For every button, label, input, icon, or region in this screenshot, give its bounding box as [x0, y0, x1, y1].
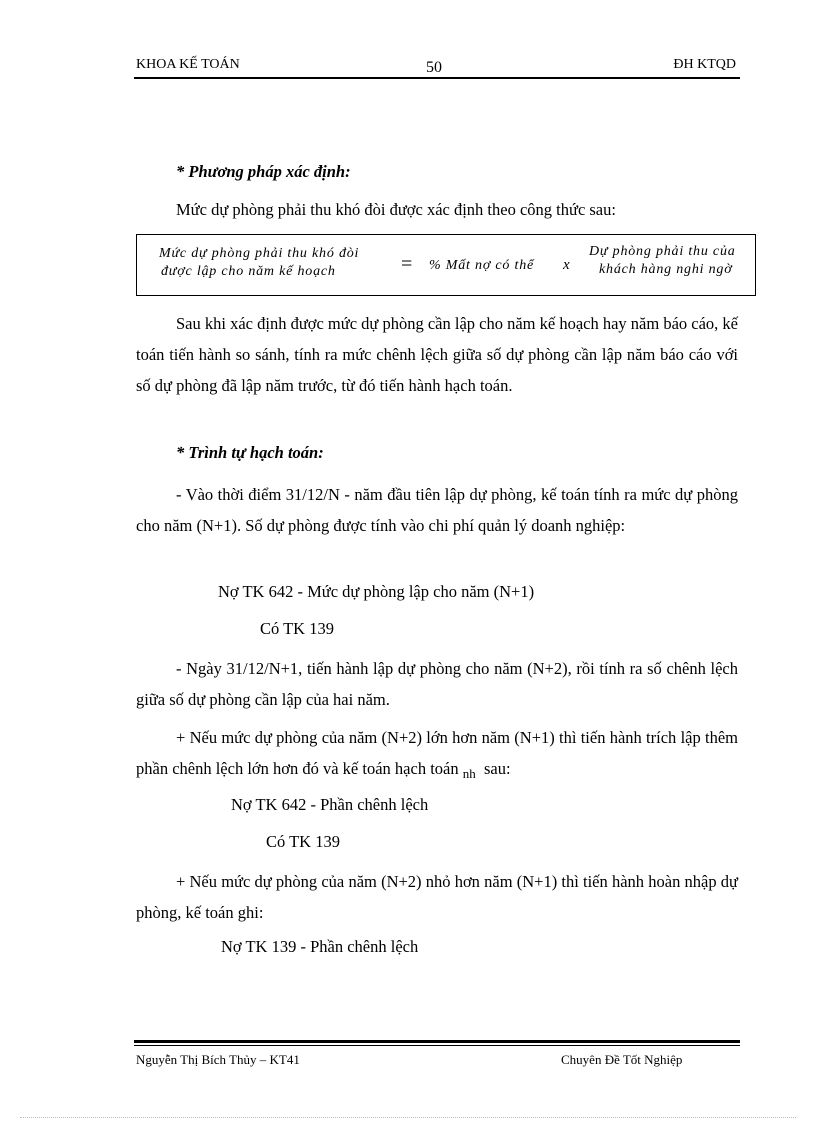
formula-equals: =: [401, 253, 413, 275]
header-rule: [134, 77, 740, 79]
formula-lhs-line2: được lập cho năm kế hoạch: [161, 264, 336, 279]
entry3-debit: Nợ TK 139 - Phần chênh lệch: [221, 937, 419, 956]
increase-case-sub: nh: [462, 766, 476, 781]
footer-author: Nguyễn Thị Bích Thủy – KT41: [136, 1052, 300, 1067]
formula-times: x: [563, 257, 571, 273]
footer-rule-thin: [134, 1045, 740, 1046]
paragraph-second-year: - Ngày 31/12/N+1, tiến hành lập dự phòng cho năm (N+2), rồi tính ra số chênh lệch giữa số dự phòng cần lập của hai năm.: [136, 659, 738, 709]
paragraph-increase-case: [136, 722, 738, 785]
entry2-credit: Có TK 139: [266, 832, 340, 851]
formula-rhs-line2: khách hàng nghi ngờ: [599, 262, 733, 277]
method-intro: Mức dự phòng phải thu khó đòi được xác định theo công thức sau:: [176, 200, 616, 219]
footer-title: Chuyên Đề Tốt Nghiệp: [561, 1052, 683, 1067]
header-department: KHOA KẾ TOÁN: [136, 57, 240, 72]
section-heading-method: * Phương pháp xác định:: [176, 162, 351, 181]
formula-rhs-line1: Dự phòng phải thu của: [589, 244, 736, 259]
page-edge-dotted-line: [20, 1117, 796, 1118]
page-number: 50: [426, 59, 442, 76]
paragraph-decrease-case: + Nếu mức dự phòng của năm (N+2) nhỏ hơn năm (N+1) thì tiến hành hoàn nhập dự phòng, kế toán ghi:: [136, 872, 738, 922]
entry2-debit: Nợ TK 642 - Phần chênh lệch: [231, 795, 429, 814]
footer-rule-thick: [134, 1040, 740, 1043]
entry1-credit: Có TK 139: [260, 619, 334, 638]
formula-box: [136, 234, 756, 296]
formula-percent-term: % Mất nợ có thể: [429, 258, 535, 273]
section-heading-procedure: * Trình tự hạch toán:: [176, 443, 324, 462]
paragraph-comparison: Sau khi xác định được mức dự phòng cần lập cho năm kế hoạch hay năm báo cáo, kế toán tiến hành so sánh, tính ra mức chênh lệch giữa số dự phòng cần lập năm báo cáo với số dự phòng đã lập năm trước, từ đó tiến hành hạch toán.: [136, 314, 739, 395]
paragraph-first-year: - Vào thời điểm 31/12/N - năm đầu tiên lập dự phòng, kế toán tính ra mức dự phòng cho năm (N+1). Số dự phòng được tính vào chi phí quản lý doanh nghiệp:: [136, 485, 738, 535]
header-university: ĐH KTQD: [673, 57, 736, 72]
formula-lhs-line1: Mức dự phòng phải thu khó đòi: [159, 246, 360, 261]
entry1-debit: Nợ TK 642 - Mức dự phòng lập cho năm (N+1): [218, 582, 535, 601]
increase-case-text: + Nếu mức dự phòng của năm (N+2) lớn hơn năm (N+1) thì tiến hành trích lập thêm phần chênh lệch lớn hơn đó và kế toán hạch toán: [136, 728, 738, 778]
increase-case-end: sau:: [483, 759, 511, 778]
